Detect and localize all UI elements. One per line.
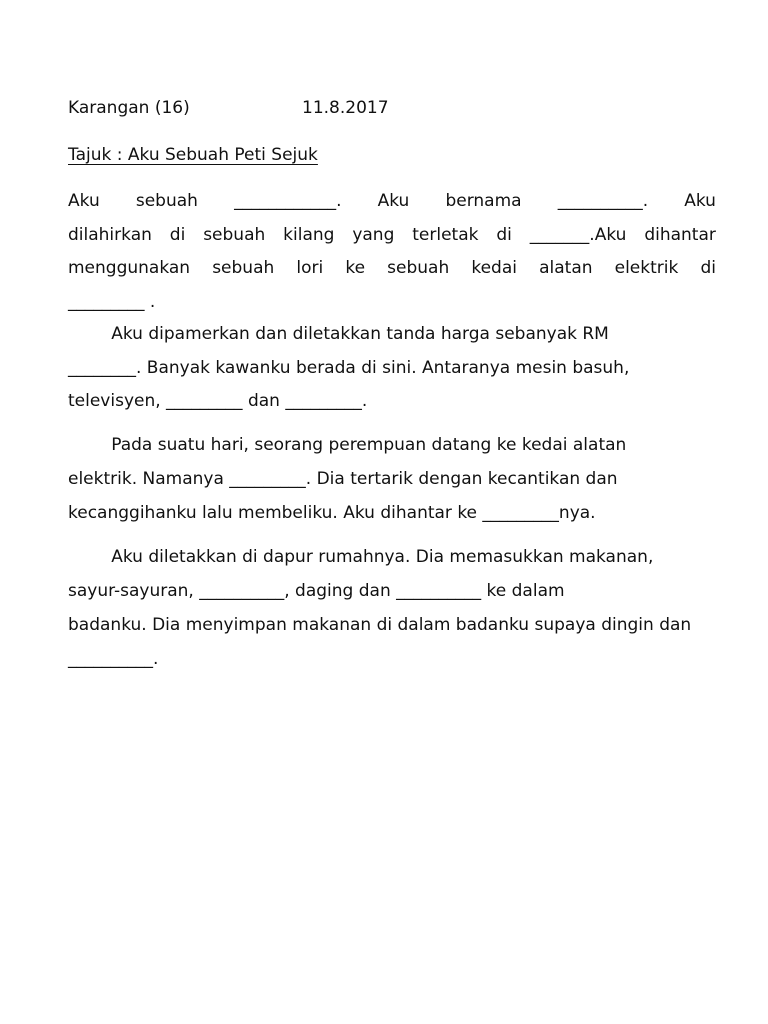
word: lori [296,258,324,278]
word: sebuah [387,258,450,278]
paragraph-2-line-2: ________. Banyak kawanku berada di sini. Antaranya mesin basuh, [68,358,630,378]
paragraph-2-line-3: televisyen, _________ dan _________. [68,391,368,411]
paragraph-1-line-2 [68,227,716,244]
word: Aku [684,191,716,211]
word: ke [345,258,366,278]
word: terletak [412,225,479,245]
word: Aku [68,191,100,211]
word: menggunakan [68,258,191,278]
word: yang [352,225,395,245]
word: sebuah [203,225,266,245]
word: di [496,225,512,245]
word: bernama [445,191,522,211]
word: sebuah [212,258,275,278]
essay-label: Karangan (16) [68,98,190,118]
paragraph-3-line-3: kecanggihanku lalu membeliku. Aku dihantar ke _________nya. [68,503,596,523]
word: kilang [283,225,335,245]
word: elektrik [614,258,679,278]
blank: ____________. [234,191,342,211]
word: Aku [377,191,410,211]
paragraph-4-line-1: Aku diletakkan di dapur rumahnya. Dia memasukkan makanan, [68,547,654,567]
paragraph-3-line-1: Pada suatu hari, seorang perempuan datang ke kedai alatan [68,435,627,455]
paragraph-4-line-4: __________. [68,649,159,669]
blank: _______.Aku [529,225,627,245]
word: dilahirkan [68,225,152,245]
paragraph-3-line-2: elektrik. Namanya _________. Dia tertarik dengan kecantikan dan [68,469,618,489]
page-title: Tajuk : Aku Sebuah Peti Sejuk [68,145,318,165]
word: dihantar [644,225,716,245]
word: alatan [539,258,593,278]
paragraph-1-line-3 [68,260,716,277]
word: di [700,258,716,278]
word: di [169,225,186,245]
word: sebuah [135,191,198,211]
paragraph-4-line-2: sayur-sayuran, __________, daging dan __________ ke dalam [68,581,565,601]
paragraph-2-line-1: Aku dipamerkan dan diletakkan tanda harga sebanyak RM [68,324,609,344]
essay-date: 11.8.2017 [302,98,389,118]
blank: __________. [557,191,649,211]
word: kedai [471,258,517,278]
paragraph-4-line-3: badanku. Dia menyimpan makanan di dalam badanku supaya dingin dan [68,615,692,635]
paragraph-1-line-4: _________ . [68,292,156,312]
paragraph-1-line-1 [68,193,716,210]
